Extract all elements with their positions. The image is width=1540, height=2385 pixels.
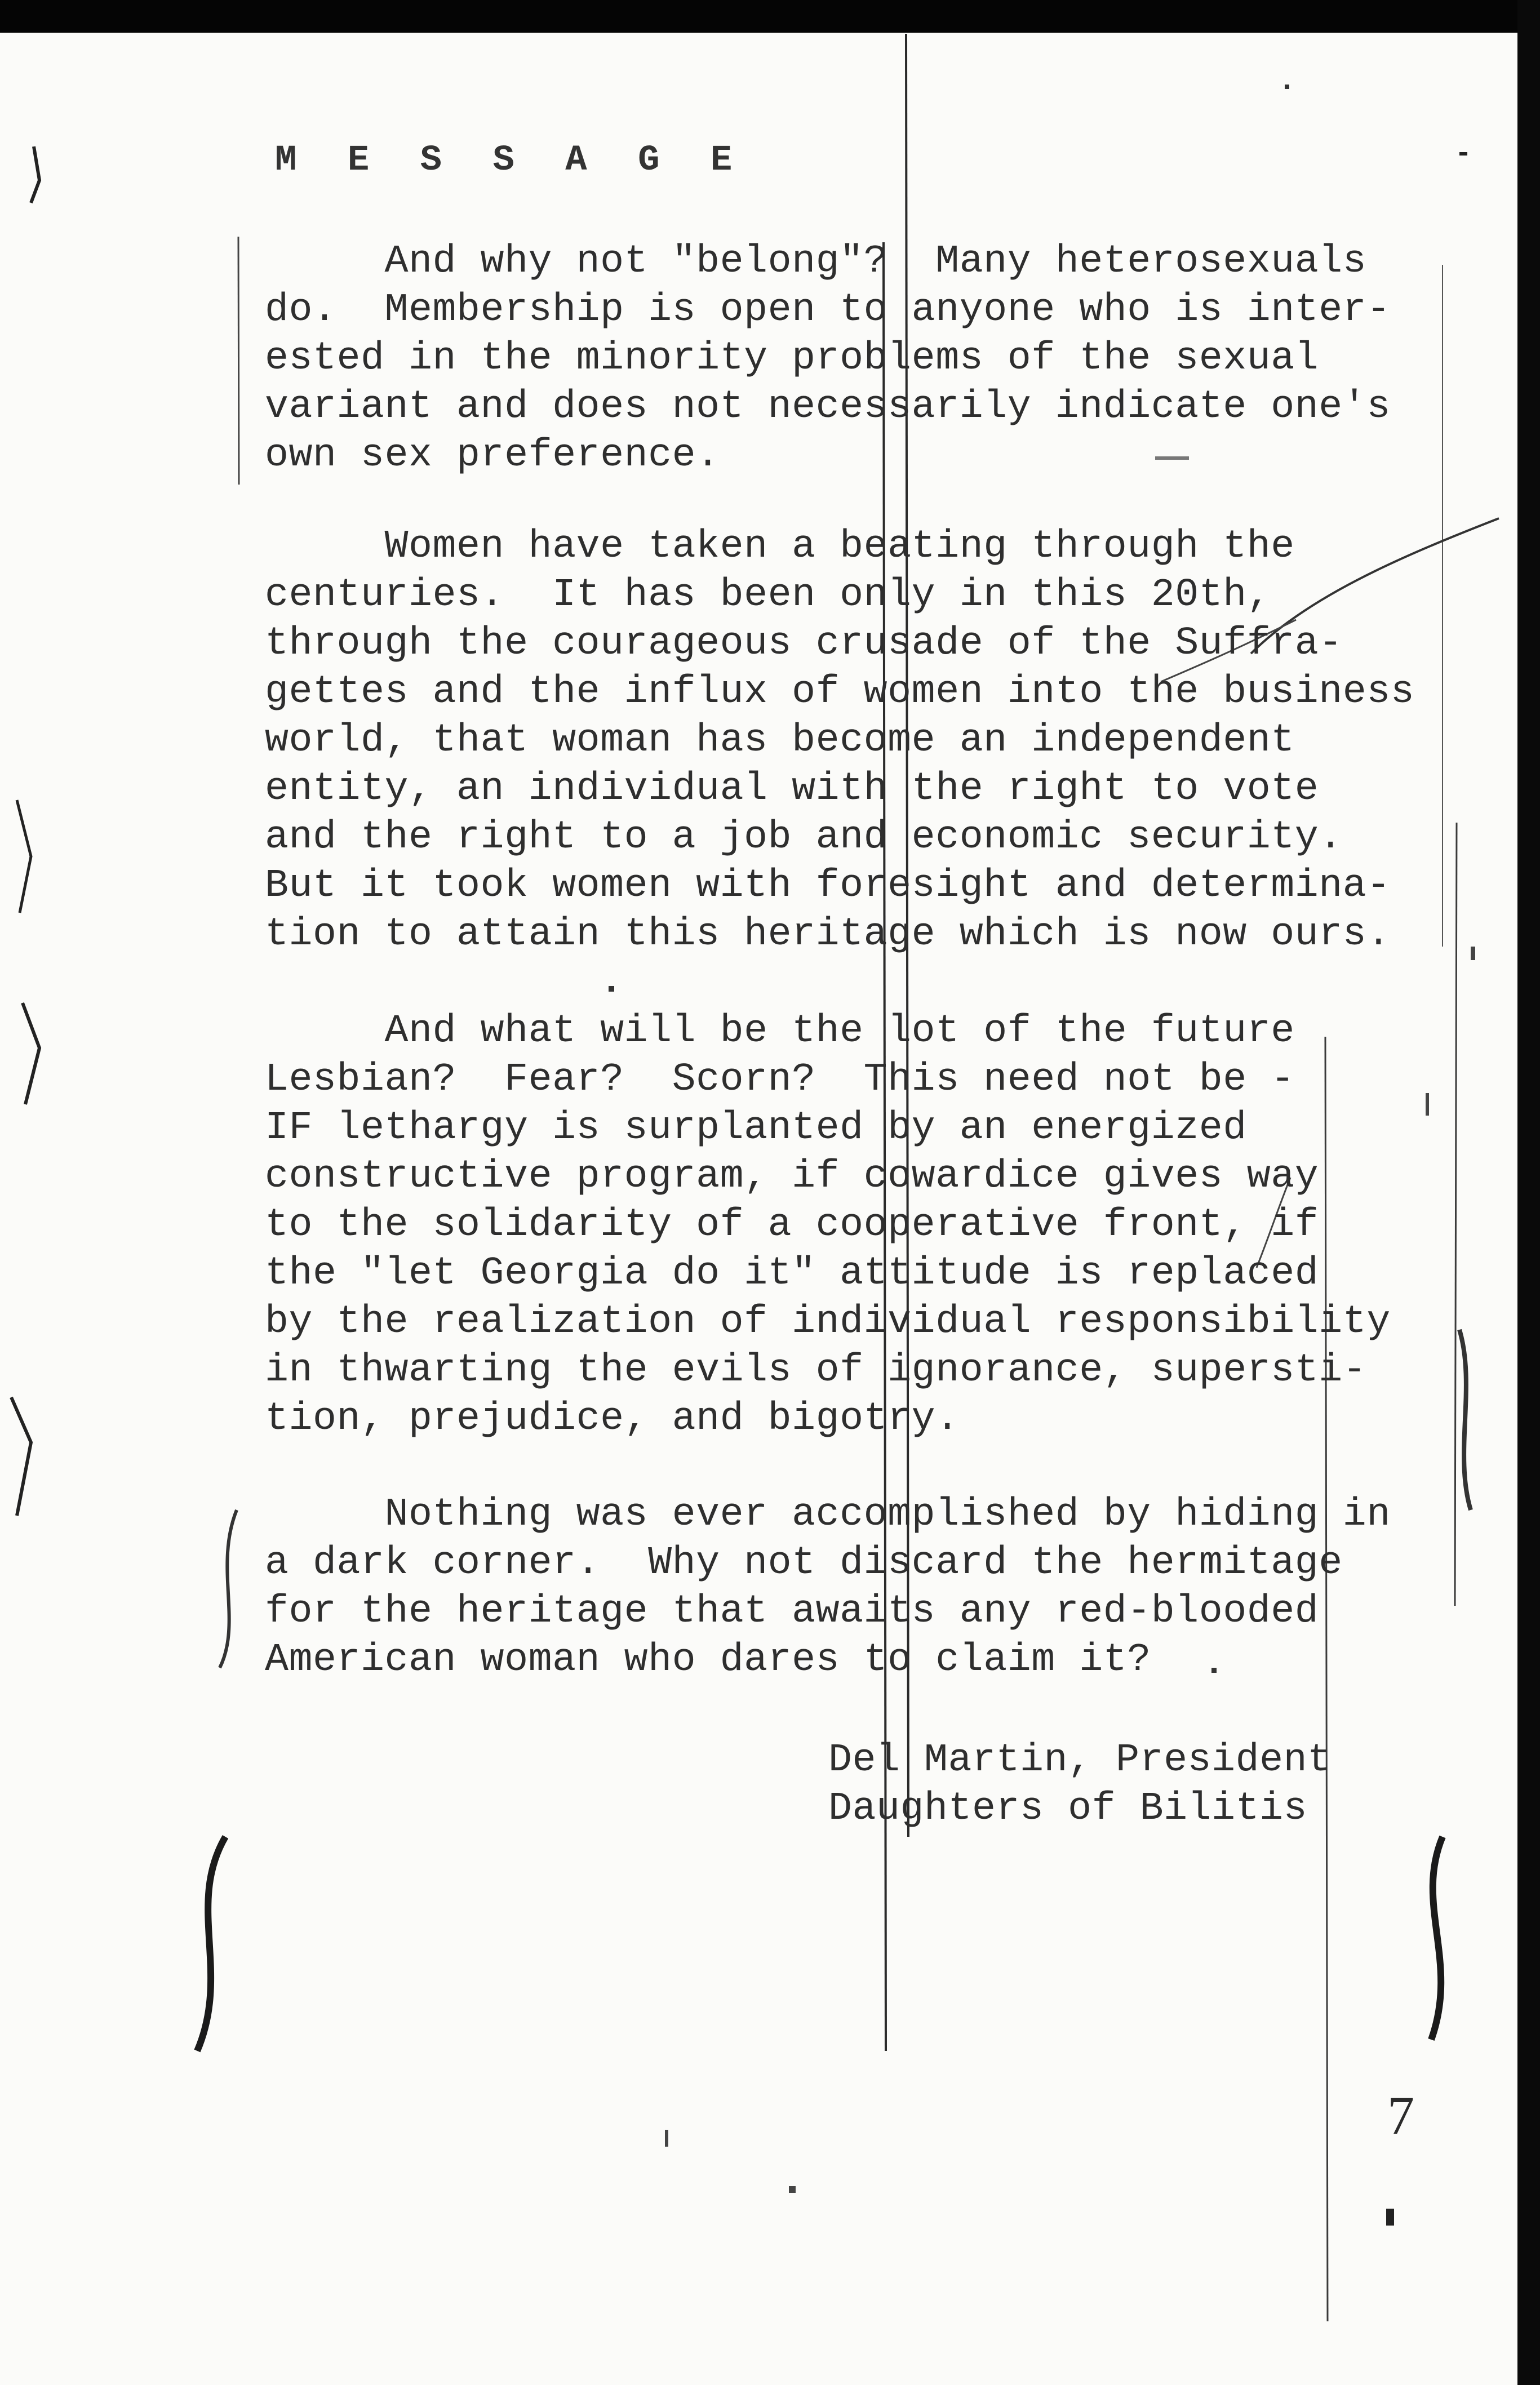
text-line: IF lethargy is surplanted by an energized [265, 1106, 1247, 1151]
text-line: tion, prejudice, and bigotry. [265, 1397, 960, 1441]
text-line: centuries. It has been only in this 20th, [265, 573, 1271, 618]
dust-speck [1285, 85, 1289, 89]
dust-speck [1386, 2209, 1394, 2226]
text-line: to the solidarity of a cooperative front, if [265, 1203, 1319, 1247]
left-edge-mark [23, 1003, 39, 1104]
margin-scratch [220, 1510, 237, 1668]
text-line: ested in the minority problems of the sexual [265, 336, 1319, 381]
text-line: a dark corner. Why not discard the hermitage [265, 1541, 1343, 1585]
text-line: own sex preference. [265, 433, 720, 478]
text-line: in thwarting the evils of ignorance, supersti- [265, 1348, 1367, 1393]
text-line: Lesbian? Fear? Scorn? This need not be - [265, 1058, 1295, 1102]
text-line: constructive program, if cowardice gives way [265, 1154, 1319, 1199]
text-line: and the right to a job and economic security. [265, 815, 1343, 860]
dust-speck [1459, 152, 1467, 156]
text-line: American woman who dares to claim it? [265, 1638, 1151, 1682]
text-line: gettes and the influx of women into the business [265, 670, 1415, 714]
fold-line [238, 237, 239, 485]
left-edge-mark [31, 146, 39, 203]
heading: M E S S A G E [275, 140, 747, 181]
dust-speck [789, 2186, 796, 2193]
dust-speck [665, 2130, 668, 2147]
left-edge-mark [17, 800, 31, 913]
margin-scratch [197, 1837, 225, 2051]
dust-speck [1155, 456, 1189, 460]
text-line: And what will be the lot of the future [265, 1009, 1295, 1054]
dust-speck [1211, 1668, 1217, 1673]
text-line: Nothing was ever accomplished by hiding in [265, 1493, 1391, 1537]
text-line: variant and does not necessarily indicate one's [265, 385, 1391, 429]
text-line: entity, an individual with the right to vote [265, 767, 1319, 811]
fold-line [1455, 823, 1457, 1606]
text-line: And why not "belong"? Many heterosexuals [265, 239, 1367, 284]
text-line: by the realization of individual responsibility [265, 1300, 1391, 1344]
text-line: the "let Georgia do it" attitude is replaced [265, 1251, 1319, 1296]
left-edge-mark [11, 1397, 31, 1516]
dust-speck [609, 986, 614, 992]
signature-organization: Daughters of Bilitis [828, 1787, 1308, 1831]
fold-line [1325, 1037, 1328, 2321]
margin-scratch [1459, 1330, 1471, 1510]
page-number: 7 [1387, 2085, 1414, 2146]
margin-scratch [1431, 1837, 1443, 2040]
text-line: world, that woman has become an independent [265, 718, 1295, 763]
text-line: through the courageous crusade of the Suffra- [265, 621, 1343, 666]
text-line: for the heritage that awaits any red-blooded [265, 1589, 1319, 1634]
text-line: Women have taken a beating through the [265, 525, 1295, 569]
dust-speck [1471, 947, 1475, 960]
text-line: do. Membership is open to anyone who is inter- [265, 288, 1391, 332]
text-line: But it took women with foresight and determina- [265, 864, 1391, 908]
signature-name: Del Martin, President [828, 1738, 1332, 1783]
text-line: tion to attain this heritage which is now ours. [265, 912, 1391, 957]
dust-speck [1426, 1093, 1429, 1116]
